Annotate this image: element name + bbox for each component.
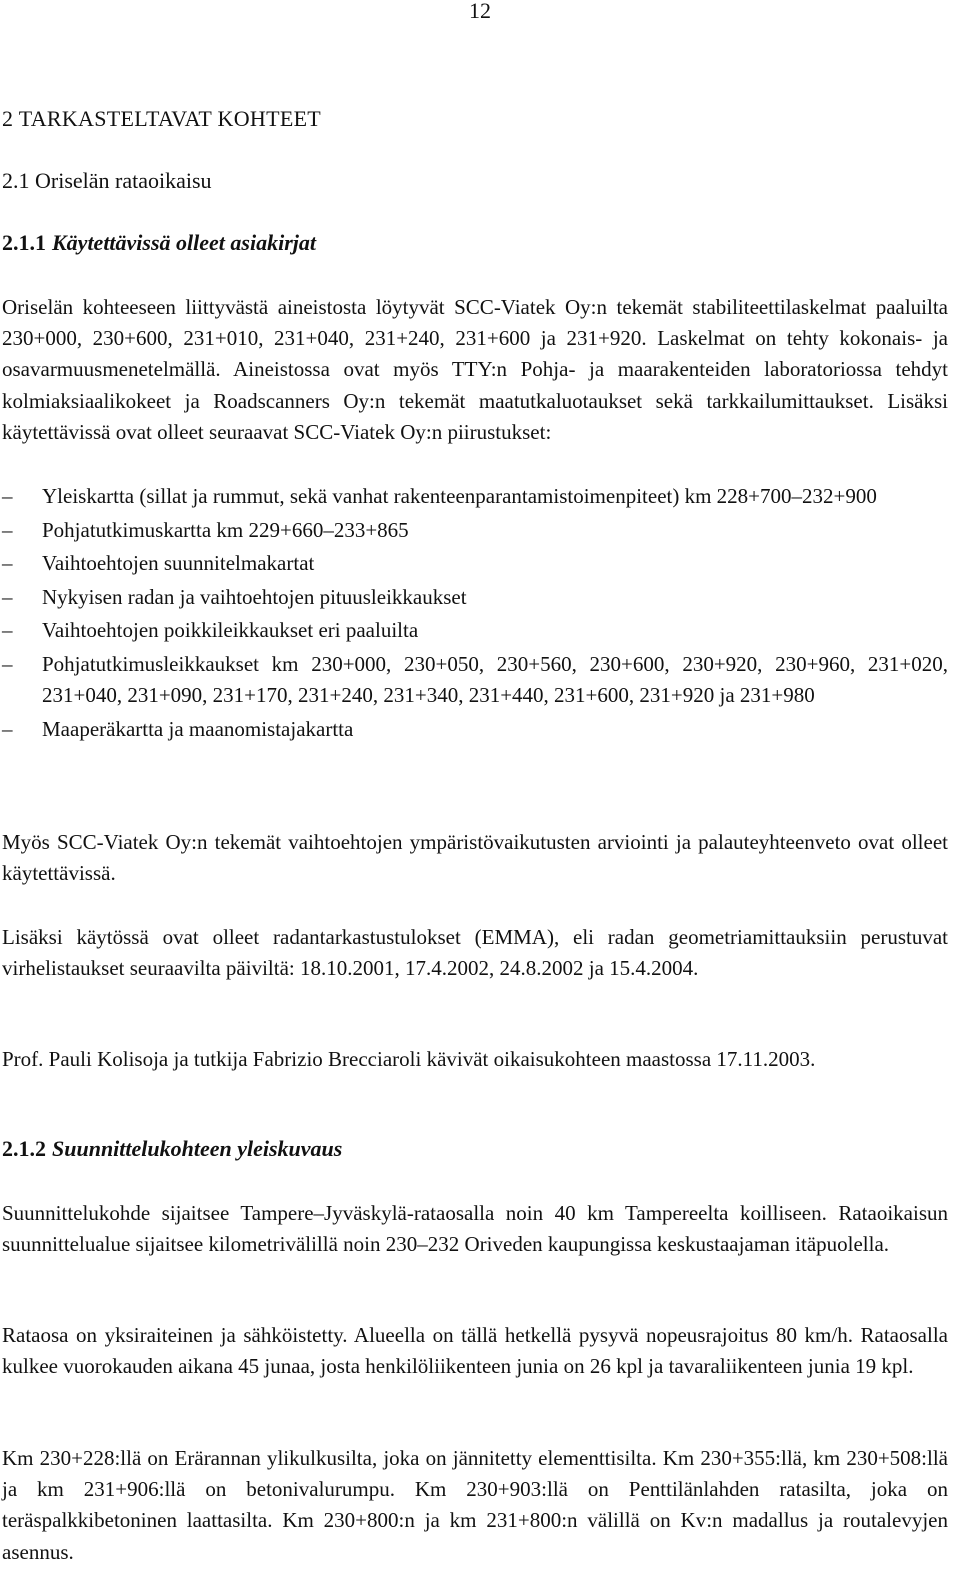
section-title: TARKASTELTAVAT KOHTEET — [18, 106, 322, 131]
list-item — [2, 615, 948, 647]
section-number: 2 — [2, 106, 14, 131]
dash-bullet: – — [2, 651, 13, 676]
dash-bullet: – — [2, 484, 13, 508]
paragraph-environmental-assessment: Myös SCC-Viatek Oy:n tekemät vaihtoehtojen ympäristövaikutusten arviointi ja palauteyhteenveto ovat olleet käytettävissä. — [2, 830, 948, 886]
paragraph-location: Suunnittelukohde sijaitsee Tampere–Jyväskylä-rataosalla noin 40 km Tampereelta koilliseen. Rataoikaisun suunnittelualue sijaitsee kilometrivälillä noin 230–232 Oriveden kaupungissa keskustaajaman itäpuolella. — [2, 1201, 948, 1257]
list-item-text: Pohjatutkimusleikkaukset km 230+000, 230+050, 230+560, 230+600, 230+920, 230+960, 231+020, 231+040, 231+090, 231+170, 231+240, 231+340, 231+440, 231+600, 231+920 ja 231+980 — [42, 651, 948, 707]
subsubsection-number: 2.1.1 — [2, 230, 46, 255]
section-heading — [2, 106, 321, 132]
paragraph-site-visit: Prof. Pauli Kolisoja ja tutkija Fabrizio Brecciaroli kävivät oikaisukohteen maastossa 17.11.2003. — [2, 1047, 816, 1071]
list-item — [2, 714, 948, 746]
list-item-text: Vaihtoehtojen suunnitelmakartat — [42, 551, 315, 575]
paragraph-materials: Oriselän kohteeseen liittyvästä aineistosta löytyvät SCC-Viatek Oy:n tekemät stabiliteettilaskelmat paaluilta 230+000, 230+600, 231+010, 231+040, 231+240, 231+600 ja 231+920. Laskelmat on tehty kokonais- ja osavarmuusmenetelmällä. Aineistossa ovat myös TTY:n Pohja- ja maarakenteiden laboratoriossa tehdyt kolmiaksiaalikokeet ja Roadscanners Oy:n tekemät maatutkaluotaukset sekä tarkkailumittaukset. Lisäksi käytettävissä ovat olleet seuraavat SCC-Viatek Oy:n piirustukset: — [2, 295, 948, 444]
paragraph-traffic: Rataosa on yksiraiteinen ja sähköistetty. Alueella on tällä hetkellä pysyvä nopeusrajoitus 80 km/h. Rataosalla kulkee vuorokauden aikana 45 junaa, josta henkilöliikenteen junia on 26 kpl ja tavaraliikenteen junia 19 kpl. — [2, 1323, 948, 1379]
page-number: 12 — [469, 0, 491, 23]
dash-bullet: – — [2, 716, 13, 741]
list-item-text: Vaihtoehtojen poikkileikkaukset eri paaluilta — [42, 618, 419, 642]
list-item — [2, 582, 948, 614]
subsubsection-title: Käytettävissä olleet asiakirjat — [52, 230, 316, 255]
paragraph-structures: Km 230+228:llä on Erärannan ylikulkusilta, joka on jännitetty elementtisilta. Km 230+355:llä, km 230+508:llä ja km 231+906:llä on betonivalurumpu. Km 230+903:llä on Penttilänlahden ratasilta, joka on teräspalkkibetoninen laattasilta. Km 230+800:n ja km 231+800:n välillä on Kv:n madallus ja routalevyjen asennus. — [2, 1446, 948, 1564]
subsection-heading — [2, 168, 212, 194]
list-item-text: Pohjatutkimuskartta km 229+660–233+865 — [42, 517, 409, 542]
paragraph-track-inspection: Lisäksi käytössä ovat olleet radantarkastustulokset (EMMA), eli radan geometriamittauksiin perustuvat virhelistaukset seuraavilta päiviltä: 18.10.2001, 17.4.2002, 24.8.2002 ja 15.4.2004. — [2, 925, 948, 981]
subsubsection-number: 2.1.2 — [2, 1136, 46, 1161]
drawings-list — [2, 481, 948, 747]
dash-bullet: – — [2, 517, 13, 542]
list-item — [2, 548, 948, 580]
list-item-text: Maaperäkartta ja maanomistajakartta — [42, 716, 354, 741]
dash-bullet: – — [2, 551, 13, 575]
list-item-text: Yleiskartta (sillat ja rummut, sekä vanhat rakenteenparantamistoimenpiteet) km 228+700–232+900 — [42, 484, 877, 508]
subsubsection-title: Suunnittelukohteen yleiskuvaus — [52, 1136, 343, 1161]
list-item — [2, 481, 948, 513]
subsection-title: Oriselän rataoikaisu — [35, 168, 212, 193]
subsubsection-heading-1 — [2, 230, 316, 256]
dash-bullet: – — [2, 618, 13, 642]
dash-bullet: – — [2, 584, 13, 609]
subsubsection-heading-2 — [2, 1136, 342, 1162]
list-item — [2, 515, 948, 547]
list-item-text: Nykyisen radan ja vaihtoehtojen pituusleikkaukset — [42, 584, 467, 609]
subsection-number: 2.1 — [2, 168, 30, 193]
list-item — [2, 649, 948, 712]
